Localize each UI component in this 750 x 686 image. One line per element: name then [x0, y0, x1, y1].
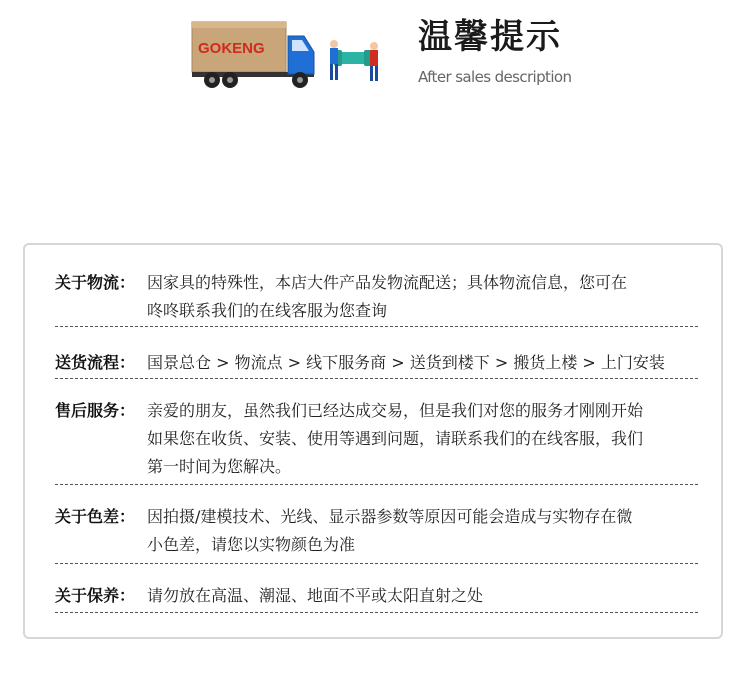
notice-panel — [23, 243, 723, 639]
dashed-divider — [55, 326, 698, 327]
row-text — [147, 397, 695, 481]
row-text — [147, 503, 695, 559]
delivery-truck-icon — [190, 18, 318, 90]
dashed-divider — [55, 563, 698, 564]
movers-carrying-sofa-icon — [328, 38, 382, 84]
row-text-line: 小色差，请您以实物颜色为准 — [147, 535, 356, 554]
row-label: 关于保养： — [55, 586, 136, 605]
dashed-divider — [55, 378, 698, 379]
row-label: 关于物流： — [55, 273, 136, 292]
page-title: 温馨提示 — [418, 17, 562, 57]
row-text — [147, 269, 695, 325]
row-text-line: 请勿放在高温、潮湿、地面不平或太阳直射之处 — [147, 586, 484, 605]
notice-row-delivery-flow — [55, 349, 695, 377]
dashed-divider — [55, 484, 698, 485]
row-label: 关于色差： — [55, 507, 136, 526]
notice-row-logistics — [55, 269, 695, 325]
row-label: 送货流程： — [55, 353, 136, 372]
row-text-line: 亲爱的朋友，虽然我们已经达成交易，但是我们对您的服务才刚刚开始 — [147, 401, 644, 420]
row-label: 售后服务： — [55, 401, 136, 420]
row-text-line: 如果您在收货、安装、使用等遇到问题，请联系我们的在线客服，我们 — [147, 429, 644, 448]
row-text-line: 国景总仓 > 物流点 > 线下服务商 > 送货到楼下 > 搬货上楼 > 上门安装 — [147, 353, 665, 372]
notice-row-maintenance — [55, 582, 695, 610]
notice-row-after-sales — [55, 397, 695, 481]
row-text-line: 咚咚联系我们的在线客服为您查询 — [147, 301, 388, 320]
dashed-divider — [55, 612, 698, 613]
row-text-line: 第一时间为您解决。 — [147, 457, 292, 476]
row-text-line: 因家具的特殊性，本店大件产品发物流配送；具体物流信息，您可在 — [147, 273, 628, 292]
notice-row-color-difference — [55, 503, 695, 559]
page-subtitle: After sales description — [418, 68, 572, 86]
row-text — [147, 349, 695, 377]
row-text — [147, 582, 695, 610]
header — [0, 0, 750, 110]
brand-logo: GOKENG — [198, 40, 265, 57]
row-text-line: 因拍摄/建模技术、光线、显示器参数等原因可能会造成与实物存在微 — [147, 507, 633, 526]
